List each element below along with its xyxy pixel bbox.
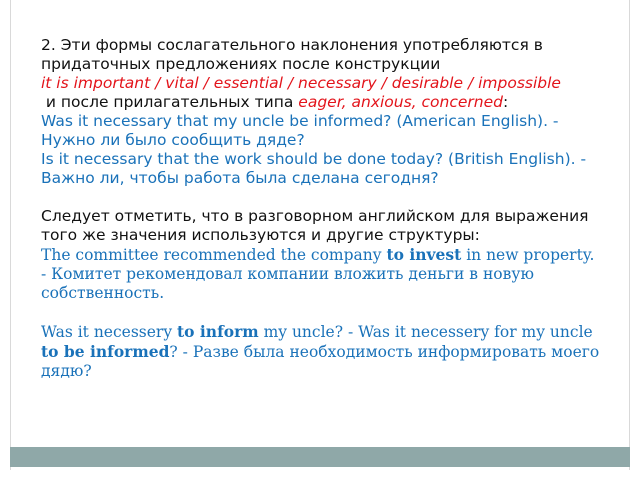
spacer [41,188,621,207]
ex3-after: in new property. [461,246,595,264]
ex4-part3: ? - Разве была необходимость информировать моего [169,343,600,361]
adj-examples: eager, anxious, concerned [298,93,503,111]
slide [10,0,630,470]
ex4-part2: my uncle? - Was it necessery for my uncle [258,323,593,341]
note-line1: Следует отметить, что в разговорном английском для выражения [41,207,589,225]
adj-suffix: : [503,93,509,111]
example3-russian-line1: - Комитет рекомендовал компании вложить деньги в новую [41,265,534,283]
adjectives-line [41,93,621,112]
example2-russian: Важно ли, чтобы работа была сделана сегодня? [41,169,439,187]
example3-russian-line2: собственность. [41,284,165,302]
adj-prefix: и после прилагательных типа [41,93,299,111]
example1-russian: Нужно ли было сообщить дяде? [41,131,305,149]
example4-line3: дядю? [41,362,92,380]
item1-intro-line2: придаточных предложениях после конструкции [41,55,441,73]
example1-english: Was it necessary that my uncle be informed? (American English). - [41,112,559,130]
ex4-bold1: to inform [177,322,259,341]
ex4-bold2: to be informed [41,342,170,361]
example4-line1 [41,322,621,342]
spacer [41,303,621,322]
example4-line2 [41,342,621,362]
ex3-bold: to invest [386,245,462,264]
slide-text [41,36,621,381]
ex4-part1: Was it necessery [41,323,178,341]
example3-english [41,245,621,265]
footer-bar [10,447,630,467]
note-line2: того же значения используются и другие структуры: [41,226,480,244]
constructions-list: it is important / vital / essential / necessary / desirable / impossible [41,74,561,92]
example2-english: Is it necessary that the work should be done today? (British English). - [41,150,587,168]
item1-intro-line1: 2. Эти формы сослагательного наклонения употребляются в [41,36,543,54]
ex3-before: The committee recommended the company [41,246,387,264]
